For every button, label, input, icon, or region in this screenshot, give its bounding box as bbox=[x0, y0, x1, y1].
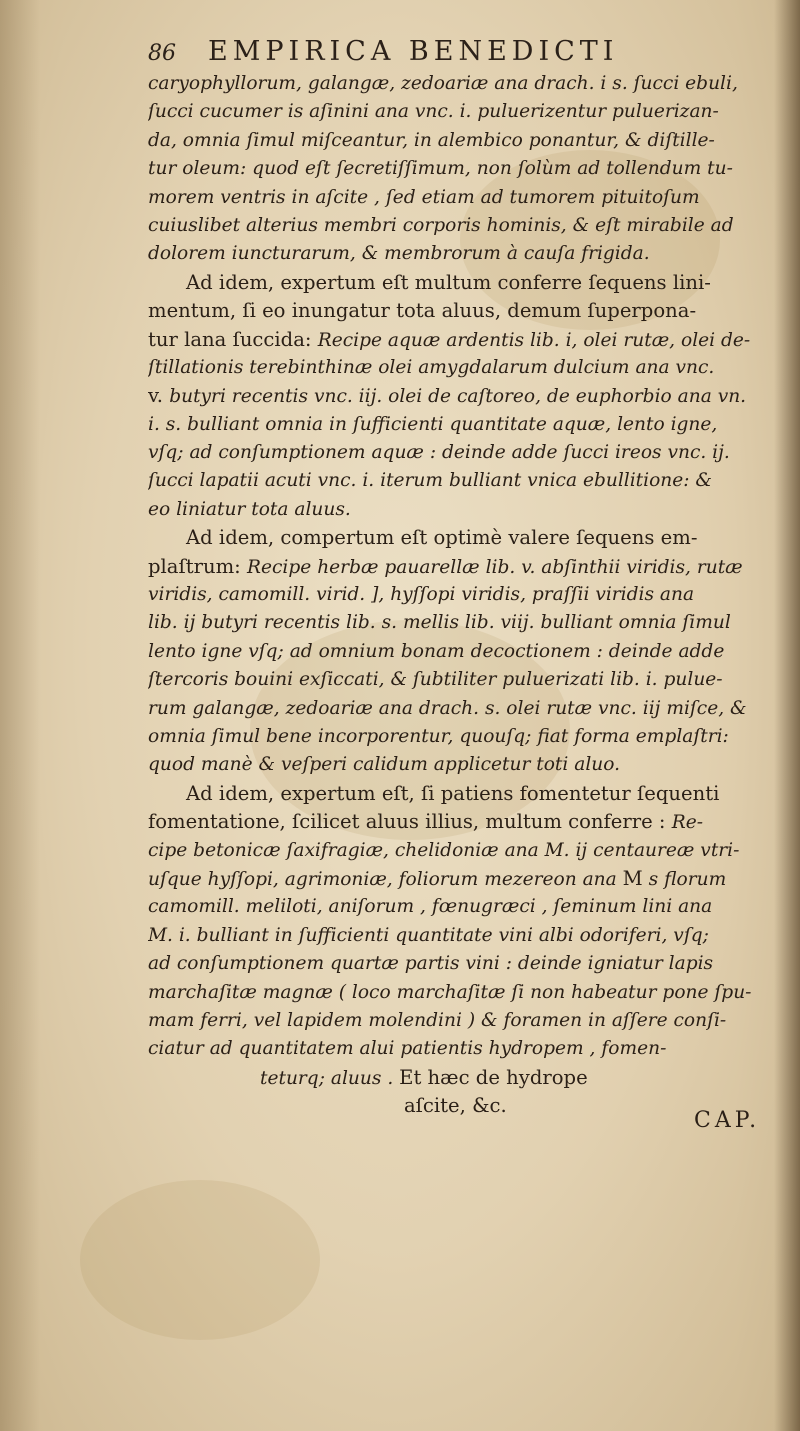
text-segment: camomill. meliloti, aniſorum , fœnugræci , ſeminum lini ana bbox=[148, 896, 713, 918]
running-title: EMPIRICA BENEDICTI bbox=[208, 36, 619, 67]
text-segment: Ad idem, expertum eſt, ſi patiens fomentetur ſequenti bbox=[186, 781, 720, 805]
text-segment: mentum, ſi eo inungatur tota aluus, demum ſuperpona- bbox=[148, 299, 697, 323]
text-line bbox=[148, 1092, 778, 1120]
text-segment: Recipe herbæ pauarellæ lib. v. abſinthii viridis, rutæ bbox=[247, 556, 743, 578]
text-line bbox=[148, 1035, 778, 1063]
body-text bbox=[148, 70, 778, 1120]
text-line bbox=[148, 922, 778, 950]
running-head bbox=[148, 36, 708, 67]
text-segment: dolorem iuncturarum, & membrorum à cauſa frigida. bbox=[148, 243, 650, 265]
text-line bbox=[148, 439, 778, 467]
text-line bbox=[148, 1007, 778, 1035]
text-line bbox=[148, 240, 778, 268]
text-segment: rum galangæ, zedoariæ ana drach. s. olei rutæ vnc. iij miſce, & bbox=[148, 697, 747, 719]
text-segment: lento igne vſq; ad omnium bonam decoctionem : deinde adde bbox=[148, 640, 725, 662]
text-line bbox=[148, 354, 778, 382]
text-segment: cuiuslibet alterius membri corporis hominis, & eſt mirabile ad bbox=[148, 214, 734, 236]
text-segment: ad conſumptionem quartæ partis vini : deinde igniatur lapis bbox=[148, 953, 714, 975]
text-segment: ſucci cucumer is aſinini ana vnc. i. puluerizentur puluerizan- bbox=[148, 101, 719, 123]
text-line bbox=[148, 70, 778, 98]
text-segment: cipe betonicæ ſaxifragiæ, chelidoniæ ana M. ij centaureæ vtri- bbox=[148, 839, 740, 861]
text-line bbox=[148, 609, 778, 637]
catchword: CAP. bbox=[694, 1108, 761, 1133]
text-line bbox=[148, 723, 778, 751]
text-line bbox=[148, 666, 778, 694]
text-segment: vſq; ad conſumptionem aquæ : deinde adde ſucci ireos vnc. ij. bbox=[148, 442, 730, 464]
text-line bbox=[148, 780, 778, 808]
text-line bbox=[148, 297, 778, 325]
text-line bbox=[148, 496, 778, 524]
text-segment: Et hæc de hydrope bbox=[399, 1065, 588, 1089]
text-line bbox=[148, 382, 778, 410]
text-segment: tur oleum: quod eſt ſecretiſſimum, non ſolùm ad tollendum tu- bbox=[148, 158, 733, 180]
text-segment: quod manè & veſperi calidum applicetur toti aluo. bbox=[148, 754, 621, 776]
text-line bbox=[148, 155, 778, 183]
text-line bbox=[148, 184, 778, 212]
text-segment: ſucci lapatii acuti vnc. i. iterum bulliant vnica ebullitione: & bbox=[148, 470, 712, 492]
text-segment: Re- bbox=[671, 812, 704, 834]
text-segment: mam ferri, vel lapidem molendini ) & foramen in aſſere conſi- bbox=[148, 1009, 727, 1031]
text-segment: tur lana ſuccida: bbox=[148, 327, 318, 351]
text-line bbox=[148, 638, 778, 666]
text-line bbox=[148, 808, 778, 836]
text-line bbox=[148, 98, 778, 126]
text-line bbox=[148, 950, 778, 978]
text-segment: aſcite, &c. bbox=[404, 1094, 507, 1118]
text-line bbox=[148, 524, 778, 552]
text-segment: plaſtrum: bbox=[148, 554, 248, 578]
text-segment: ſtercoris bouini exſiccati, & ſubtiliter puluerizati lib. i. pulue- bbox=[148, 669, 723, 691]
text-line bbox=[148, 467, 778, 495]
text-segment: Ad idem, compertum eſt optimè valere ſequens em- bbox=[186, 526, 698, 550]
text-line bbox=[148, 893, 778, 921]
text-line bbox=[148, 326, 778, 354]
text-segment: s florum bbox=[642, 868, 727, 890]
text-segment: i. s. bulliant omnia in ſufficienti quantitate aquæ, lento igne, bbox=[148, 413, 718, 435]
text-segment: v. bbox=[148, 384, 170, 408]
text-line bbox=[148, 979, 778, 1007]
text-segment: Recipe aquæ ardentis lib. i, olei rutæ, olei de- bbox=[317, 329, 751, 351]
text-segment: eo liniatur tota aluus. bbox=[148, 498, 351, 520]
text-segment: ciatur ad quantitatem alui patientis hydropem , fomen- bbox=[148, 1038, 667, 1060]
text-segment: ſtillationis terebinthinæ olei amygdalarum dulcium ana vnc. bbox=[148, 356, 715, 378]
text-line bbox=[148, 695, 778, 723]
text-segment: teturq; aluus . bbox=[260, 1067, 400, 1089]
paper-stain bbox=[80, 1180, 320, 1340]
text-segment: morem ventris in aſcite , ſed etiam ad tumorem pituitoſum bbox=[148, 186, 700, 208]
text-segment: butyri recentis vnc. iij. olei de caſtoreo, de euphorbio ana vn. bbox=[169, 386, 747, 408]
text-line bbox=[148, 1064, 778, 1092]
text-segment: fomentatione, ſcilicet aluus illius, multum conferre : bbox=[148, 810, 672, 834]
text-segment: viridis, camomill. virid. ], hyſſopi viridis, praſſii viridis ana bbox=[148, 584, 695, 606]
text-line bbox=[148, 553, 778, 581]
text-line bbox=[148, 837, 778, 865]
text-segment: M bbox=[622, 866, 643, 890]
text-line bbox=[148, 127, 778, 155]
text-segment: lib. ij butyri recentis lib. s. mellis lib. viij. bulliant omnia ſimul bbox=[148, 612, 731, 634]
text-line bbox=[148, 212, 778, 240]
text-line bbox=[148, 269, 778, 297]
text-segment: marchaſitæ magnæ ( loco marchaſitæ ſi non habeatur pone ſpu- bbox=[148, 981, 752, 1003]
text-line bbox=[148, 751, 778, 779]
text-segment: omnia ſimul bene incorporentur, quouſq; fiat forma emplaſtri: bbox=[148, 725, 729, 747]
text-segment: M. i. bulliant in ſufficienti quantitate vini albi odoriferi, vſq; bbox=[148, 924, 709, 946]
text-segment: Ad idem, expertum eſt multum conferre ſequens lini- bbox=[186, 270, 711, 294]
text-segment: caryophyllorum, galangæ, zedoariæ ana drach. i s. ſucci ebuli, bbox=[148, 73, 738, 94]
text-segment: uſque hyſſopi, agrimoniæ, foliorum mezereon ana bbox=[148, 868, 623, 890]
text-line bbox=[148, 411, 778, 439]
text-segment: da, omnia ſimul miſceantur, in alembico ponantur, & diſtille- bbox=[148, 129, 715, 151]
text-line bbox=[148, 865, 778, 893]
text-line bbox=[148, 581, 778, 609]
page-number: 86 bbox=[148, 41, 176, 66]
